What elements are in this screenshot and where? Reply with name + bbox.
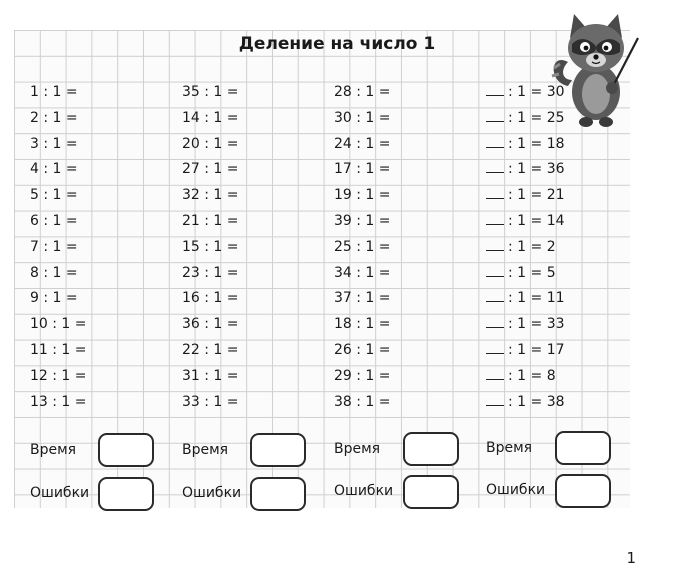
errors-label: Ошибки	[30, 485, 90, 501]
exercise: 39 : 1 =	[334, 212, 391, 229]
exercise: : 1 = 25	[486, 106, 565, 132]
exercise: : 1 = 8	[486, 364, 565, 390]
exercise: 13 : 1 =	[30, 393, 87, 410]
time-box[interactable]	[555, 431, 611, 465]
exercise: 18 : 1 =	[334, 316, 391, 333]
errors-label: Ошибки	[334, 483, 394, 499]
exercise: 12 : 1 =	[30, 367, 87, 384]
exercise: 11 : 1 =	[30, 341, 87, 358]
exercise: 28 : 1 =	[334, 84, 391, 100]
exercise: : 1 = 18	[486, 132, 565, 158]
exercise: 25 : 1 =	[334, 238, 391, 255]
exercise: 15 : 1 =	[182, 238, 239, 255]
exercise: 14 : 1 =	[182, 109, 239, 126]
exercise: 33 : 1 =	[182, 393, 239, 410]
exercise: : 1 = 30	[486, 80, 565, 106]
exercise: 34 : 1 =	[334, 264, 391, 281]
exercise: 24 : 1 =	[334, 135, 391, 152]
exercise: 10 : 1 =	[30, 316, 87, 333]
exercise: : 1 = 38	[486, 390, 565, 416]
exercise: 22 : 1 =	[182, 341, 239, 358]
exercise: : 1 = 36	[486, 157, 565, 183]
exercise: 23 : 1 =	[182, 264, 239, 281]
exercise: 27 : 1 =	[182, 161, 239, 178]
answer-blank[interactable]	[486, 235, 504, 251]
exercise: : 1 = 21	[486, 183, 565, 209]
answer-blank[interactable]	[486, 183, 504, 199]
exercise: 9 : 1 =	[30, 290, 78, 307]
exercise: 6 : 1 =	[30, 212, 78, 229]
answer-blank[interactable]	[486, 364, 504, 380]
exercise: 19 : 1 =	[334, 187, 391, 204]
page-number: 1	[626, 549, 636, 567]
exercise: 16 : 1 =	[182, 290, 239, 307]
exercise: 4 : 1 =	[30, 161, 78, 178]
page-title: Деление на число 1	[238, 34, 436, 54]
exercise: 35 : 1 =	[182, 84, 239, 100]
answer-blank[interactable]	[486, 132, 504, 148]
time-label: Время	[334, 441, 381, 457]
time-label: Время	[486, 440, 533, 456]
exercise: 21 : 1 =	[182, 212, 239, 229]
exercise: 31 : 1 =	[182, 367, 239, 384]
answer-blank[interactable]	[486, 157, 504, 173]
exercise: 36 : 1 =	[182, 316, 239, 333]
exercise: 2 : 1 =	[30, 109, 78, 126]
exercise: 30 : 1 =	[334, 109, 391, 126]
errors-box[interactable]	[98, 477, 154, 511]
time-box[interactable]	[403, 432, 459, 466]
time-box[interactable]	[98, 433, 154, 467]
time-label: Время	[30, 442, 77, 458]
exercise: : 1 = 2	[486, 235, 565, 261]
answer-blank[interactable]	[486, 80, 504, 96]
exercise: : 1 = 17	[486, 338, 565, 364]
time-box[interactable]	[250, 433, 306, 467]
answer-blank[interactable]	[486, 312, 504, 328]
answer-blank[interactable]	[486, 106, 504, 122]
exercise: 3 : 1 =	[30, 135, 78, 152]
column-2	[182, 80, 239, 415]
exercise: 38 : 1 =	[334, 393, 391, 410]
exercise: 32 : 1 =	[182, 187, 239, 204]
errors-box[interactable]	[403, 475, 459, 509]
errors-label: Ошибки	[182, 485, 242, 501]
exercise: 7 : 1 =	[30, 238, 78, 255]
exercise: 26 : 1 =	[334, 341, 391, 358]
exercise: : 1 = 11	[486, 286, 565, 312]
column-1	[30, 80, 87, 415]
exercise: 5 : 1 =	[30, 187, 78, 204]
column-4	[486, 80, 565, 415]
exercise: 20 : 1 =	[182, 135, 239, 152]
answer-blank[interactable]	[486, 286, 504, 302]
exercise: 29 : 1 =	[334, 367, 391, 384]
answer-blank[interactable]	[486, 390, 504, 406]
exercise: : 1 = 14	[486, 209, 565, 235]
answer-blank[interactable]	[486, 209, 504, 225]
exercise: 17 : 1 =	[334, 161, 391, 178]
exercise: 1 : 1 =	[30, 84, 78, 100]
errors-box[interactable]	[250, 477, 306, 511]
column-3	[334, 80, 391, 415]
errors-box[interactable]	[555, 474, 611, 508]
answer-blank[interactable]	[486, 338, 504, 354]
answer-blank[interactable]	[486, 261, 504, 277]
exercise: 8 : 1 =	[30, 264, 78, 281]
exercise: 37 : 1 =	[334, 290, 391, 307]
exercise: : 1 = 33	[486, 312, 565, 338]
time-label: Время	[182, 442, 229, 458]
exercise: : 1 = 5	[486, 261, 565, 287]
errors-label: Ошибки	[486, 482, 546, 498]
